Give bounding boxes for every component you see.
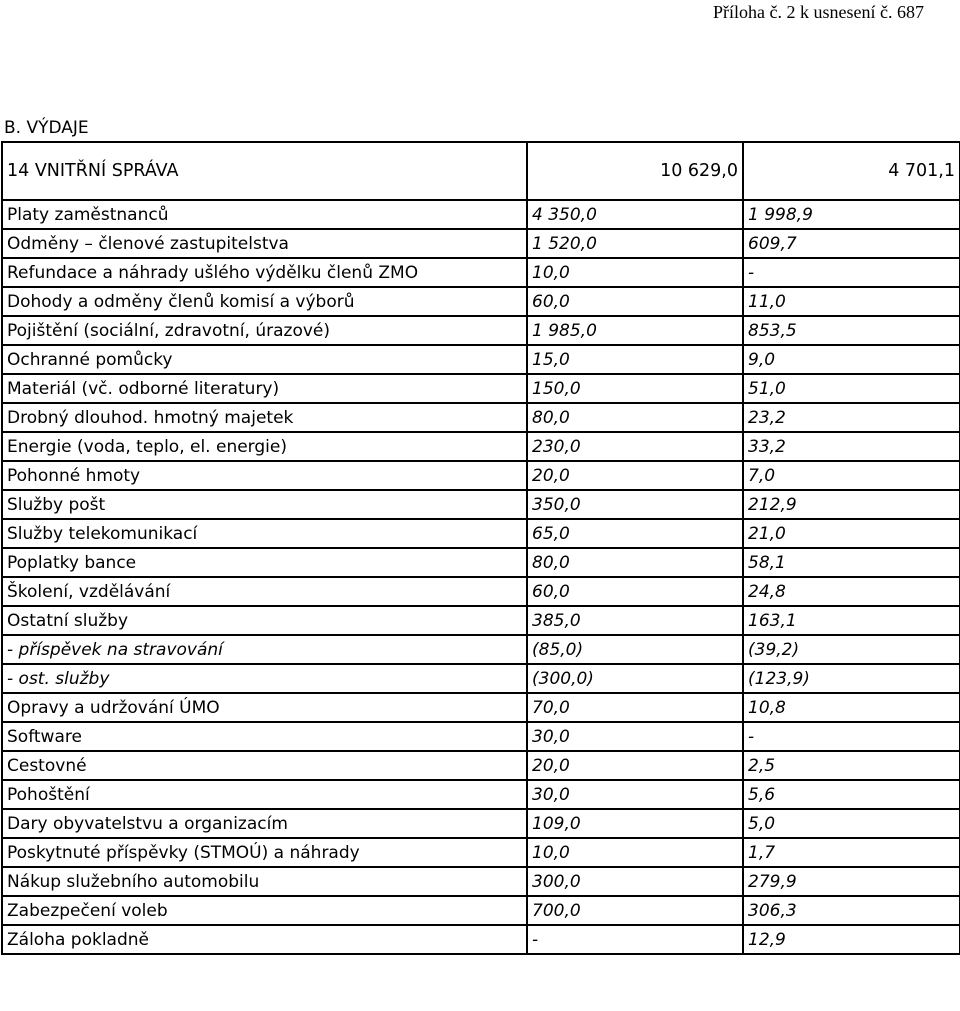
- row-label: Energie (voda, teplo, el. energie): [2, 432, 527, 461]
- chapter-heading-label: 14 VNITŘNÍ SPRÁVA: [2, 142, 527, 200]
- row-value-a: 70,0: [527, 693, 743, 722]
- table-row: [2, 374, 960, 403]
- row-value-b: 51,0: [743, 374, 960, 403]
- row-label: Pohoštění: [2, 780, 527, 809]
- row-value-b: 9,0: [743, 345, 960, 374]
- row-value-a: (85,0): [527, 635, 743, 664]
- row-label: Nákup služebního automobilu: [2, 867, 527, 896]
- row-label: Poplatky bance: [2, 548, 527, 577]
- row-label: Školení, vzdělávání: [2, 577, 527, 606]
- row-label: Cestovné: [2, 751, 527, 780]
- row-value-b: 10,8: [743, 693, 960, 722]
- row-value-a: 230,0: [527, 432, 743, 461]
- row-label: Software: [2, 722, 527, 751]
- row-value-b: 5,6: [743, 780, 960, 809]
- table-row: [2, 693, 960, 722]
- row-value-a: 30,0: [527, 780, 743, 809]
- row-value-b: 1,7: [743, 838, 960, 867]
- table-row: [2, 461, 960, 490]
- row-value-b: (39,2): [743, 635, 960, 664]
- row-label: Materiál (vč. odborné literatury): [2, 374, 527, 403]
- row-label: Platy zaměstnanců: [2, 200, 527, 229]
- table-row: [2, 258, 960, 287]
- table-row: [2, 896, 960, 925]
- row-label: Ochranné pomůcky: [2, 345, 527, 374]
- table-row: [2, 780, 960, 809]
- row-value-b: (123,9): [743, 664, 960, 693]
- table-row: [2, 606, 960, 635]
- row-value-a: 4 350,0: [527, 200, 743, 229]
- table-row: [2, 490, 960, 519]
- row-value-a: 80,0: [527, 548, 743, 577]
- table-row: [2, 577, 960, 606]
- row-value-b: 212,9: [743, 490, 960, 519]
- table-row: [2, 548, 960, 577]
- row-value-a: 350,0: [527, 490, 743, 519]
- row-value-b: 21,0: [743, 519, 960, 548]
- row-value-a: 65,0: [527, 519, 743, 548]
- row-value-a: 10,0: [527, 258, 743, 287]
- row-value-a: 700,0: [527, 896, 743, 925]
- row-label: Služby pošt: [2, 490, 527, 519]
- row-label: Opravy a udržování ÚMO: [2, 693, 527, 722]
- chapter-heading-row: [2, 142, 960, 200]
- row-value-a: 300,0: [527, 867, 743, 896]
- table-row: [2, 867, 960, 896]
- row-value-a: 1 520,0: [527, 229, 743, 258]
- table-row: [2, 809, 960, 838]
- row-value-b: 5,0: [743, 809, 960, 838]
- row-label: Refundace a náhrady ušlého výdělku členů ZMO: [2, 258, 527, 287]
- table-row: [2, 838, 960, 867]
- row-value-a: 60,0: [527, 287, 743, 316]
- table-row: [2, 200, 960, 229]
- row-label: Ostatní služby: [2, 606, 527, 635]
- row-label: Dary obyvatelstvu a organizacím: [2, 809, 527, 838]
- row-label: Záloha pokladně: [2, 925, 527, 954]
- table-row: [2, 519, 960, 548]
- row-value-a: 20,0: [527, 461, 743, 490]
- table-row: [2, 635, 960, 664]
- row-value-b: 58,1: [743, 548, 960, 577]
- row-label: Drobný dlouhod. hmotný majetek: [2, 403, 527, 432]
- row-value-b: 11,0: [743, 287, 960, 316]
- row-value-a: 30,0: [527, 722, 743, 751]
- table-row: [2, 722, 960, 751]
- row-value-a: 150,0: [527, 374, 743, 403]
- table-row: [2, 287, 960, 316]
- table-row: [2, 316, 960, 345]
- row-label: Pohonné hmoty: [2, 461, 527, 490]
- table-row: [2, 925, 960, 954]
- row-value-b: 12,9: [743, 925, 960, 954]
- row-value-a: -: [527, 925, 743, 954]
- section-title: B. VÝDAJE: [4, 118, 89, 138]
- row-value-b: -: [743, 722, 960, 751]
- row-value-a: 60,0: [527, 577, 743, 606]
- budget-table-body: [2, 142, 960, 954]
- row-value-b: 279,9: [743, 867, 960, 896]
- row-value-b: 306,3: [743, 896, 960, 925]
- row-value-a: 15,0: [527, 345, 743, 374]
- row-value-b: 163,1: [743, 606, 960, 635]
- chapter-heading-value-b: 4 701,1: [743, 142, 960, 200]
- row-value-b: 7,0: [743, 461, 960, 490]
- row-value-a: 1 985,0: [527, 316, 743, 345]
- row-value-b: 2,5: [743, 751, 960, 780]
- table-row: [2, 403, 960, 432]
- row-label: Zabezpečení voleb: [2, 896, 527, 925]
- row-label: - ost. služby: [2, 664, 527, 693]
- row-label: Odměny – členové zastupitelstva: [2, 229, 527, 258]
- table-row: [2, 751, 960, 780]
- row-label: - příspěvek na stravování: [2, 635, 527, 664]
- table-row: [2, 229, 960, 258]
- row-value-a: 385,0: [527, 606, 743, 635]
- row-value-b: -: [743, 258, 960, 287]
- row-label: Poskytnuté příspěvky (STMOÚ) a náhrady: [2, 838, 527, 867]
- table-row: [2, 664, 960, 693]
- row-label: Dohody a odměny členů komisí a výborů: [2, 287, 527, 316]
- row-value-a: 20,0: [527, 751, 743, 780]
- row-value-a: 80,0: [527, 403, 743, 432]
- row-value-b: 23,2: [743, 403, 960, 432]
- table-row: [2, 432, 960, 461]
- row-value-a: 10,0: [527, 838, 743, 867]
- chapter-heading-value-a: 10 629,0: [527, 142, 743, 200]
- row-value-b: 853,5: [743, 316, 960, 345]
- row-value-b: 24,8: [743, 577, 960, 606]
- annex-reference: Příloha č. 2 k usnesení č. 687: [713, 2, 924, 22]
- row-value-b: 33,2: [743, 432, 960, 461]
- row-value-b: 1 998,9: [743, 200, 960, 229]
- row-label: Pojištění (sociální, zdravotní, úrazové): [2, 316, 527, 345]
- budget-table: [1, 141, 960, 955]
- row-value-a: (300,0): [527, 664, 743, 693]
- row-value-b: 609,7: [743, 229, 960, 258]
- row-label: Služby telekomunikací: [2, 519, 527, 548]
- table-row: [2, 345, 960, 374]
- row-value-a: 109,0: [527, 809, 743, 838]
